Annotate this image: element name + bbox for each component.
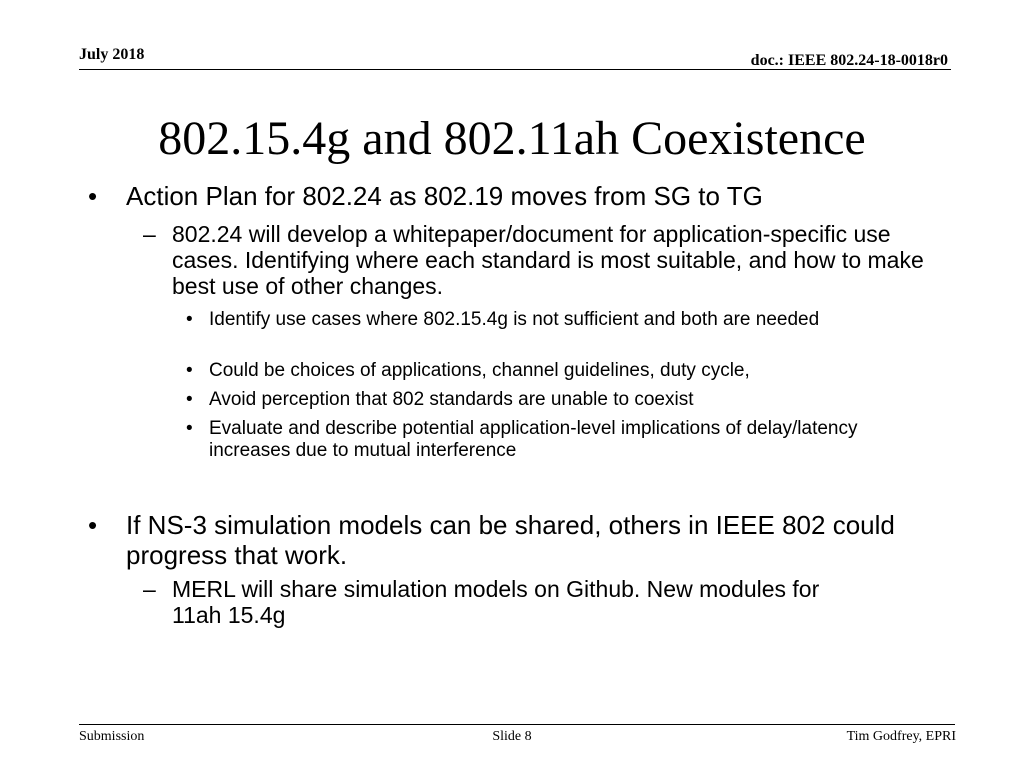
- dash-marker: –: [143, 576, 156, 602]
- bullet-marker: •: [88, 181, 98, 211]
- bullet-marker: •: [186, 309, 193, 330]
- sub-bullet-merl-github: MERL will share simulation models on Github. New modules for 11ah 15.4g: [172, 576, 820, 628]
- sub-sub-bullet-choices: Could be choices of applications, channel guidelines, duty cycle,: [209, 360, 750, 381]
- sub-sub-bullet-evaluate: Evaluate and describe potential application-level implications of delay/latency increases due to mutual interference: [209, 418, 858, 461]
- bullet-marker: •: [186, 418, 193, 439]
- footer-slide-number: Slide 8: [492, 729, 532, 744]
- bullet-marker: •: [186, 360, 193, 381]
- footer-author: Tim Godfrey, EPRI: [846, 729, 956, 744]
- sub-sub-bullet-perception: Avoid perception that 802 standards are unable to coexist: [209, 389, 694, 410]
- header-date: July 2018: [79, 46, 145, 63]
- sub-sub-bullet-use-cases: Identify use cases where 802.15.4g is not sufficient and both are needed: [209, 309, 820, 330]
- bullet-ns3-models: If NS-3 simulation models can be shared, others in IEEE 802 could progress that work.: [126, 510, 895, 570]
- bullet-marker: •: [88, 510, 98, 540]
- slide-title: 802.15.4g and 802.11ah Coexistence: [158, 112, 866, 165]
- footer-divider: [79, 724, 955, 725]
- dash-marker: –: [143, 221, 156, 247]
- bullet-action-plan: Action Plan for 802.24 as 802.19 moves from SG to TG: [126, 181, 763, 211]
- sub-bullet-whitepaper: 802.24 will develop a whitepaper/document for application-specific use cases. Identifying where each standard is most suitable, and how to make best use of other changes.: [172, 221, 924, 299]
- bullet-marker: •: [186, 389, 193, 410]
- header-divider: [79, 69, 951, 70]
- footer-submission: Submission: [79, 729, 145, 744]
- header-document-id: doc.: IEEE 802.24-18-0018r0: [750, 52, 948, 69]
